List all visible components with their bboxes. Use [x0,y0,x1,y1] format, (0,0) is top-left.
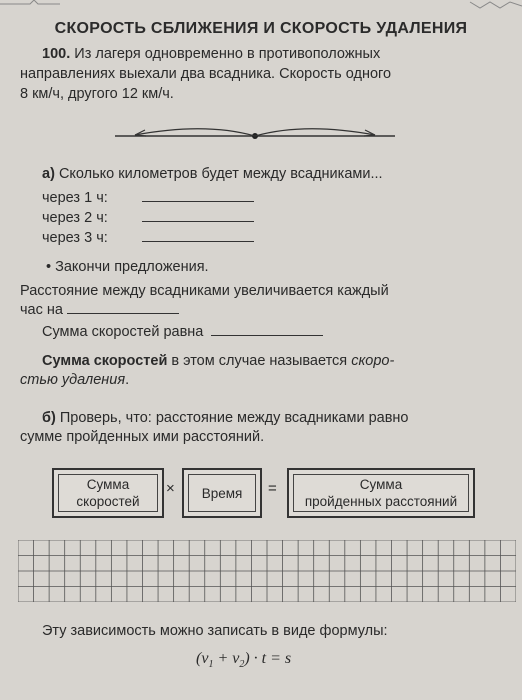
part-b-label: б) [42,410,56,426]
definition-text: в этом случае называется [171,353,348,369]
sentence-1-line-2 [20,300,179,320]
answer-blank [67,300,179,314]
item-label: через 1 ч: [42,190,108,206]
sentence-2 [42,322,323,342]
problem-line-2: направлениях выехали два всадника. Скорость одного [20,66,392,82]
page-title: СКОРОСТЬ СБЛИЖЕНИЯ И СКОРОСТЬ УДАЛЕНИЯ [54,20,468,37]
definition-italic-1: скоро- [351,353,395,369]
definition-line-1 [42,352,516,371]
part-a-label: а) [42,166,55,182]
definition-end: . [125,372,130,388]
problem-line-1 [42,45,516,64]
part-a-question [42,165,383,184]
answer-grid [18,540,516,602]
formula-open: (v [196,650,209,667]
part-a-text: Сколько километров будет между всадниками... [58,166,383,182]
part-a-item-2 [42,208,254,228]
problem-line-3: 8 км/ч, другого 12 км/ч. [20,86,174,102]
formula-intro: Эту зависимость можно записать в виде формулы: [42,623,388,639]
part-b-line-2: сумме пройденных ими расстояний. [20,429,265,445]
box3-line1: Сумма [359,477,403,492]
sentence-1-line-1: Расстояние между всадниками увеличивается каждый [20,283,389,299]
finish-sentences-instruction: • Закончи предложения. [46,259,209,275]
sum-distances-label [293,474,469,512]
definition-italic-2: стью удаления [20,372,126,388]
answer-blank [211,322,323,336]
definition-term: Сумма скоростей [42,353,168,369]
time-box [182,468,262,518]
problem-number: 100. [42,46,71,62]
multiply-sign: × [166,480,175,497]
sum-speeds-label [58,474,158,512]
answer-blank [142,188,254,202]
motion-diagram [115,124,395,144]
box3-line2: пройденных расстояний [304,494,458,509]
top-decoration [0,0,522,10]
definition-line-2 [20,371,129,390]
part-a-item-3 [42,228,254,248]
part-a-item-1 [42,188,254,208]
formula-sub-1: 1 [208,659,214,671]
item-label: через 2 ч: [42,210,108,226]
box1-line2: скоростей [76,494,140,509]
item-label: через 3 ч: [42,230,108,246]
time-label [188,474,256,512]
formula-plus: + v [213,650,240,667]
sentence-1-text: час на [20,302,63,318]
formula-sub-2: 2 [239,659,245,671]
box1-line1: Сумма [86,477,130,492]
sum-speeds-box [52,468,164,518]
equals-sign: = [268,480,277,497]
sentence-2-text: Сумма скоростей равна [42,324,204,340]
answer-blank [142,228,254,242]
part-b-text-1: Проверь, что: расстояние между всадниками равно [59,410,409,426]
formula-close: ) · t = s [244,650,292,667]
part-b-line-1 [42,409,516,428]
problem-text-1: Из лагеря одновременно в противоположных [74,46,381,62]
formula [196,650,291,670]
box2-text: Время [201,485,243,501]
sum-distances-box [287,468,475,518]
answer-blank [142,208,254,222]
